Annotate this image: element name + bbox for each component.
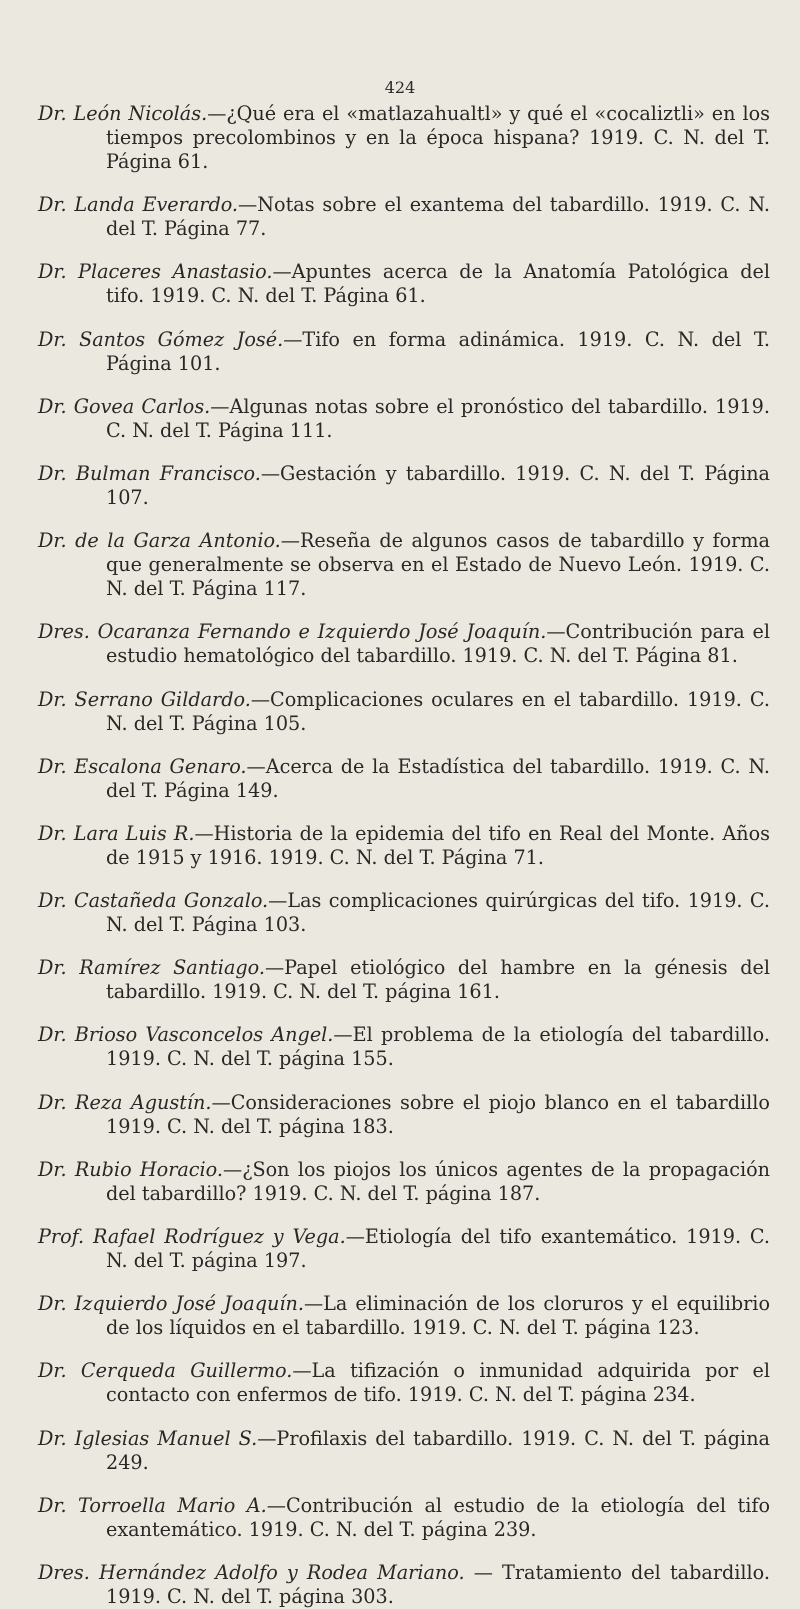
entry-text: —Papel etiológico del hambre en la génesis del tabardillo. 1919. C. N. del T. página 161. <box>106 956 770 1004</box>
entry-author: Reza Agustín. <box>75 1090 212 1114</box>
entry-author: Brioso Vasconcelos Angel. <box>74 1023 334 1047</box>
entry-text: —Notas sobre el exantema del tabardillo. 1919. C. N. del T. Página 77. <box>106 193 770 241</box>
entry-author: Hernández Adolfo y Rodea Mariano. <box>99 1560 465 1584</box>
bibliography-entry <box>38 1023 770 1071</box>
entry-text: —Contribución al estudio de la etiología del tifo exantemático. 1919. C. N. del T. página 239. <box>106 1493 770 1541</box>
entry-text: —Contribución para el estudio hematológico del tabardillo. 1919. C. N. del T. Página 81. <box>106 620 770 668</box>
bibliography-entry <box>38 1225 770 1273</box>
page-number: 424 <box>384 78 416 97</box>
entry-title: Dr. <box>38 687 67 711</box>
entry-author: Ramírez Santiago. <box>79 956 265 980</box>
bibliography-entry <box>38 688 770 736</box>
bibliography-entry <box>38 1292 770 1340</box>
entry-text: —Las complicaciones quirúrgicas del tifo. 1919. C. N. del T. Página 103. <box>106 889 771 937</box>
entry-author: Landa Everardo. <box>74 193 239 217</box>
entry-author: Lara Luis R. <box>73 821 195 845</box>
entry-author: Rubio Horacio. <box>74 1157 223 1181</box>
entry-title: Dr. <box>38 1023 67 1047</box>
entry-title: Dr. <box>38 1359 67 1383</box>
entry-text: —Etiología del tifo exantemático. 1919. C. N. del T. página 197. <box>106 1225 770 1272</box>
entry-title: Dr. <box>38 889 67 913</box>
bibliography-entry <box>38 395 770 443</box>
entry-author: Santos Gómez José. <box>79 327 284 351</box>
entry-title: Dr. <box>38 193 67 217</box>
entry-author: Torroella Mario A. <box>78 1493 267 1517</box>
bibliography-entry <box>38 529 770 601</box>
entry-title: Prof. <box>38 1225 85 1248</box>
entry-title: Dr. <box>38 956 67 980</box>
bibliography-entry <box>38 889 770 937</box>
entry-text: —La eliminación de los cloruros y el equilibrio de los líquidos en el tabardillo. 1919. C. N. del T. página 123. <box>106 1292 770 1340</box>
entry-title: Dr. <box>38 754 67 778</box>
entry-author: Govea Carlos. <box>73 394 211 418</box>
entry-text: —Apuntes acerca de la Anatomía Patológica del tifo. 1919. C. N. del T. Página 61. <box>106 260 770 308</box>
entry-title: Dr. <box>38 1426 67 1450</box>
entry-author: Cerqueda Guillermo. <box>80 1359 293 1383</box>
entry-text: —Tifo en forma adinámica. 1919. C. N. del T. Página 101. <box>106 327 770 375</box>
bibliography-entry <box>38 260 770 308</box>
bibliography-entry <box>38 620 770 668</box>
bibliography-entry <box>38 1494 770 1542</box>
entry-author: Escalona Genaro. <box>74 754 247 778</box>
entry-title: Dr. <box>38 1090 67 1114</box>
entry-title: Dr. <box>38 1292 67 1316</box>
bibliography-entry <box>38 462 770 510</box>
bibliography-entry <box>38 1561 770 1609</box>
entry-text: —La tifización o inmunidad adquirida por el contacto con enfermos de tifo. 1919. C. N. del T. página 234. <box>106 1359 771 1407</box>
entry-author: Rafael Rodríguez y Vega. <box>93 1225 346 1248</box>
entry-title: Dr. <box>38 327 67 351</box>
bibliography-entry <box>38 1359 770 1407</box>
entry-title: Dr. <box>38 461 67 485</box>
entry-title: Dr. <box>38 394 67 418</box>
entry-author: León Nicolás. <box>73 102 208 125</box>
entry-title: Dr. <box>38 529 67 553</box>
bibliography-entry <box>38 328 770 376</box>
entry-text: —¿Son los piojos los únicos agentes de la propagación del tabardillo? 1919. C. N. del T. página 187. <box>106 1157 770 1205</box>
entry-title: Dr. <box>38 102 67 125</box>
bibliography-entry <box>38 822 770 870</box>
entry-author: Serrano Gildardo. <box>74 687 251 711</box>
bibliography-entry <box>38 102 770 174</box>
entry-title: Dres. <box>38 620 90 644</box>
entry-title: Dr. <box>38 1157 67 1181</box>
bibliography-entry <box>38 956 770 1004</box>
entry-text: —Complicaciones oculares en el tabardillo. 1919. C. N. del T. Página 105. <box>106 687 770 735</box>
entry-text: —Algunas notas sobre el pronóstico del tabardillo. 1919. C. N. del T. Página 111. <box>106 394 770 442</box>
entry-author: Ocaranza Fernando e Izquierdo José Joaquín. <box>97 620 547 644</box>
entry-text: —Consideraciones sobre el piojo blanco en el tabardillo 1919. C. N. del T. página 183. <box>106 1090 770 1138</box>
entry-title: Dr. <box>38 260 67 284</box>
entry-text: —Gestación y tabardillo. 1919. C. N. del T. Página 107. <box>106 461 770 509</box>
entry-author: Izquierdo José Joaquín. <box>74 1292 304 1316</box>
entry-text: —Profilaxis del tabardillo. 1919. C. N. del T. página 249. <box>106 1426 770 1474</box>
bibliography-entry <box>38 1158 770 1206</box>
entry-text: —¿Qué era el «matlazahualtl» y qué el «cocaliztli» en los tiempos precolombinos y en la época hispana? 1919. C. N. del T. Página 61. <box>106 102 770 173</box>
entry-text: —Historia de la epidemia del tifo en Real del Monte. Años de 1915 y 1916. 1919. C. N. del T. Página 71. <box>106 821 770 869</box>
entry-author: Castañeda Gonzalo. <box>73 889 269 913</box>
entry-title: Dr. <box>38 1493 67 1517</box>
entry-title: Dr. <box>38 821 67 845</box>
entry-text: — Tratamiento del tabardillo. 1919. C. N. del T. página 303. <box>106 1560 770 1608</box>
entry-author: Iglesias Manuel S. <box>74 1426 258 1450</box>
entry-title: Dres. <box>38 1560 90 1584</box>
bibliography-entry <box>38 193 770 241</box>
entry-text: —Reseña de algunos casos de tabardillo y forma que generalmente se observa en el Estado de Nuevo León. 1919. C. N. del T. Página 117. <box>106 529 770 601</box>
entry-text: —Acerca de la Estadística del tabardillo. 1919. C. N. del T. Página 149. <box>106 754 770 802</box>
bibliography-entry <box>38 755 770 803</box>
entry-author: Bulman Francisco. <box>75 461 261 485</box>
bibliography-list <box>38 102 770 1609</box>
entry-text: —El problema de la etiología del tabardillo. 1919. C. N. del T. página 155. <box>106 1023 770 1071</box>
entry-author: de la Garza Antonio. <box>75 529 281 553</box>
bibliography-entry <box>38 1427 770 1475</box>
entry-author: Placeres Anastasio. <box>78 260 273 284</box>
bibliography-entry <box>38 1091 770 1139</box>
